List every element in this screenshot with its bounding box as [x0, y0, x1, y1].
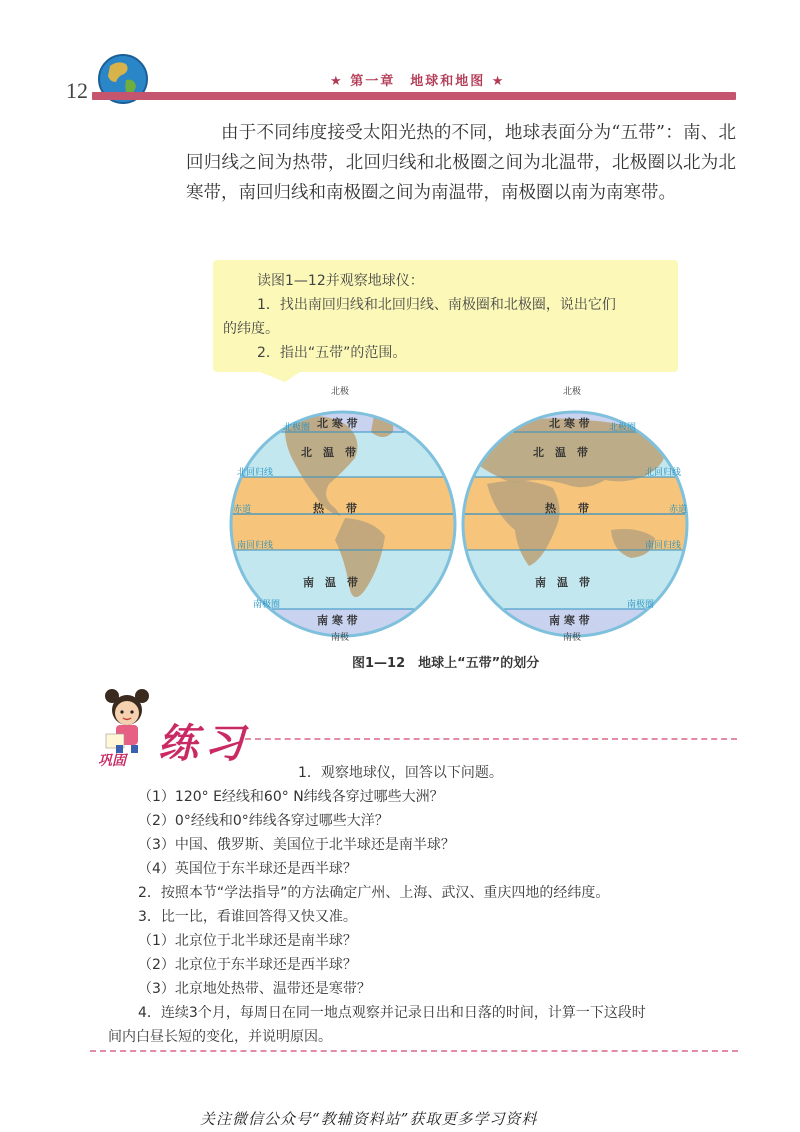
- zone-label: 南 寒 带: [317, 614, 358, 627]
- zone-label: 北 温 带: [301, 446, 356, 459]
- page-number: 12: [66, 78, 88, 103]
- zone-label: 热 带: [545, 502, 589, 515]
- activity-callout: [213, 260, 678, 372]
- zone-label: 南 温 带: [303, 576, 358, 589]
- antarctic-circle-label: 南极圈: [627, 600, 655, 610]
- question-item: 4．连续3个月，每周日在同一地点观察并记录日出和日落的时间，计算一下这段时: [138, 1005, 646, 1021]
- zone-label: 南 寒 带: [549, 614, 590, 627]
- dashed-divider: [245, 738, 737, 740]
- star-icon: ★: [330, 74, 344, 89]
- activity-line: 读图1—12并观察地球仪：: [257, 273, 424, 289]
- question-item: （3）中国、俄罗斯、美国位于北半球还是南半球？: [138, 837, 455, 853]
- dashed-divider: [90, 1050, 738, 1052]
- zone-label: 北 寒 带: [317, 417, 358, 430]
- question-item: （2）0°经线和0°纬线各穿过哪些大洋？: [138, 813, 389, 829]
- activity-line: 的纬度。: [223, 321, 279, 337]
- star-icon: ★: [491, 74, 506, 89]
- activity-line: 1．找出南回归线和北回归线、南极圈和北极圈，说出它们: [257, 297, 616, 313]
- question-item: （1）北京位于北半球还是南半球？: [138, 933, 357, 949]
- header-band: [92, 92, 736, 100]
- zone-label: 南 温 带: [535, 576, 590, 589]
- arctic-circle-label: 北极圈: [609, 423, 637, 433]
- chapter-title: ★ 第一章 地球和地图 ★: [330, 74, 506, 89]
- question-item: （4）英国位于东半球还是西半球？: [138, 861, 357, 877]
- question-item: 2．按照本节“学法指导”的方法确定广州、上海、武汉、重庆四地的经纬度。: [138, 885, 610, 901]
- zone-label: 北 温 带: [533, 446, 588, 459]
- zone-label: 热 带: [313, 502, 357, 515]
- review-title: 练习: [158, 720, 250, 767]
- five-zones-figure: [225, 380, 695, 660]
- question-item: （1）120° E经线和60° N纬线各穿过哪些大洲？: [138, 789, 444, 805]
- antarctic-circle-label: 南极圈: [253, 600, 281, 610]
- north-pole-label: 北极: [331, 387, 350, 397]
- footer-watermark: 关注微信公众号“教辅资料站”获取更多学习资料: [200, 1110, 538, 1128]
- question-item: 间内白昼长短的变化，并说明原因。: [108, 1029, 332, 1045]
- figure-caption: 图1—12 地球上“五带”的划分: [352, 656, 540, 671]
- review-side-label: 巩固: [98, 753, 126, 769]
- intro-paragraph: 由于不同纬度接受太阳光热的不同，地球表面分为“五带”：南、北回归线之间为热带，北回归线和北极圈之间为北温带，北极圈以北为北寒带，南回归线和南极圈之间为南温带，南极圈以南为南寒带。: [186, 123, 736, 203]
- tropic-capricorn-label: 南回归线: [645, 541, 682, 551]
- south-pole-label: 南极: [563, 633, 582, 643]
- question-item: 3．比一比，看谁回答得又快又准。: [138, 909, 357, 925]
- arctic-circle-label: 北极圈: [283, 423, 311, 433]
- tropic-cancer-label: 北回归线: [237, 468, 274, 478]
- equator-label: 赤道: [233, 505, 252, 515]
- tropic-capricorn-label: 南回归线: [237, 541, 274, 551]
- question-item: （3）北京地处热带、温带还是寒带？: [138, 981, 371, 997]
- equator-label: 赤道: [669, 505, 688, 515]
- south-pole-label: 南极: [331, 633, 350, 643]
- question-item: （2）北京位于东半球还是西半球？: [138, 957, 357, 973]
- girl-mascot-icon: [92, 684, 164, 756]
- activity-line: 2．指出“五带”的范围。: [257, 345, 407, 361]
- question-item: 1．观察地球仪，回答以下问题。: [298, 765, 503, 781]
- tropic-cancer-label: 北回归线: [645, 468, 682, 478]
- north-pole-label: 北极: [563, 387, 582, 397]
- western-hemisphere-globe: [225, 380, 465, 660]
- zone-label: 北 寒 带: [549, 417, 590, 430]
- eastern-hemisphere-globe: [461, 380, 695, 660]
